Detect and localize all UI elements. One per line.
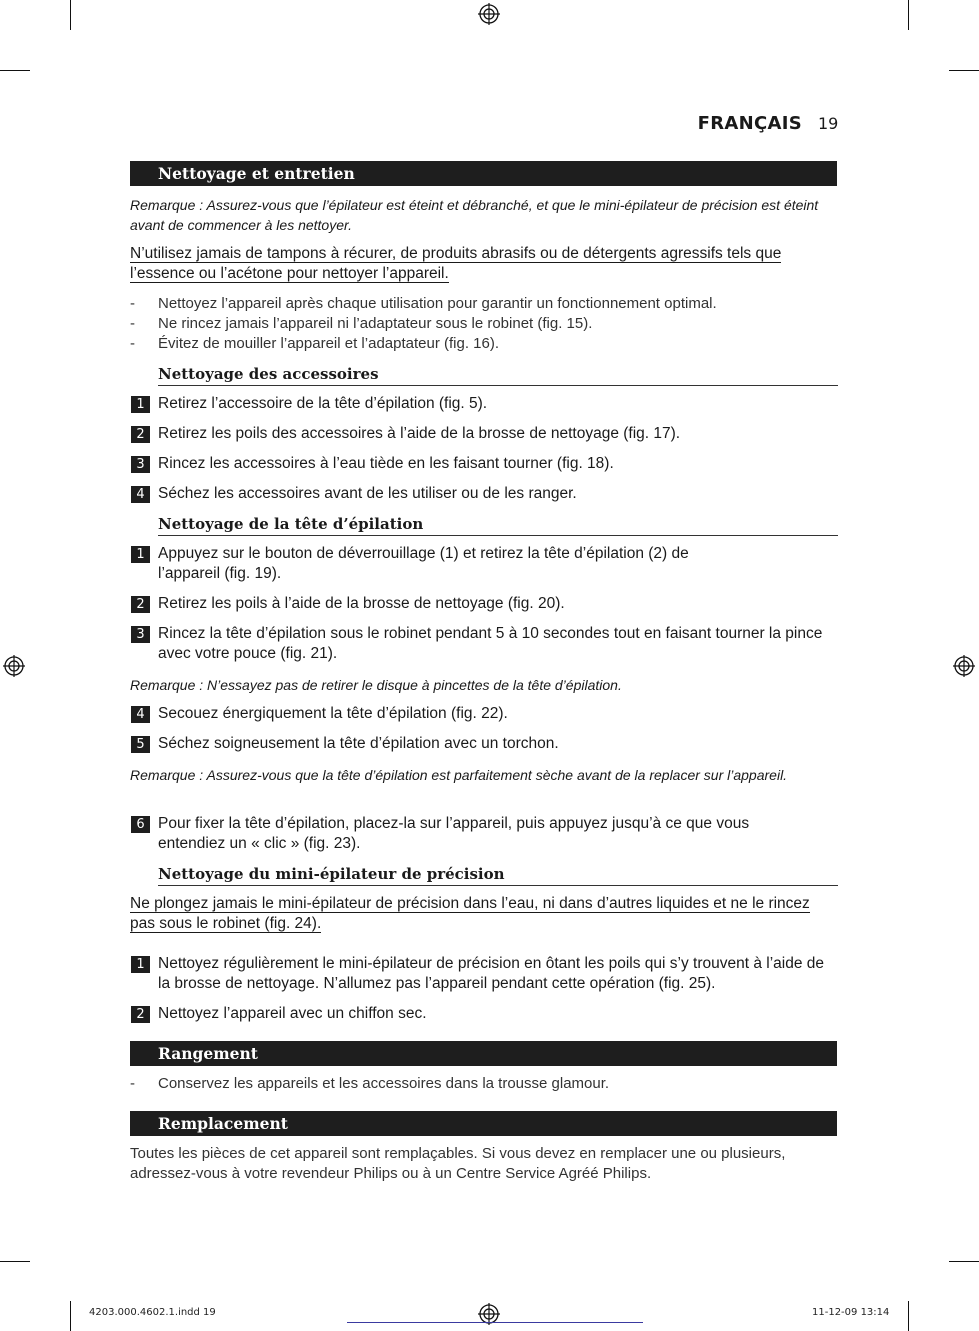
step-item: 3 Rincez la tête d’épilation sous le robinet pendant 5 à 10 secondes tout en faisant tourner la pince avec votre pouce (fig. 21).	[131, 624, 831, 664]
replacement-text: Toutes les pièces de cet appareil sont remplaçables. Si vous devez en remplacer une ou plusieurs, adressez-vous à votre revendeur Philips ou à un Centre Service Agréé Philips.	[130, 1145, 786, 1182]
cleaning-warning: N’utilisez jamais de tampons à récurer, de produits abrasifs ou de détergents agressifs tels que l’essence ou l’acétone pour nettoyer l’appareil.	[130, 245, 782, 282]
crop-mark	[908, 0, 909, 30]
list-item: - Évitez de mouiller l’appareil et l’adaptateur (fig. 16).	[130, 335, 500, 352]
head-note: Remarque : Assurez-vous que la tête d’épilation est parfaitement sèche avant de la replacer sur l’appareil.	[130, 767, 788, 783]
subsection-title-precision: Nettoyage du mini-épilateur de précision	[158, 863, 838, 886]
subsection-title-accessories: Nettoyage des accessoires	[158, 363, 838, 386]
step-item: 2 Nettoyez l’appareil avec un chiffon sec.	[131, 1004, 831, 1024]
list-item: - Nettoyez l’appareil après chaque utilisation pour garantir un fonctionnement optimal.	[130, 295, 717, 312]
step-item: 3 Rincez les accessoires à l’eau tiède en les faisant tourner (fig. 18).	[131, 454, 831, 474]
step-item: 1 Retirez l’accessoire de la tête d’épilation (fig. 5).	[131, 394, 831, 414]
list-item: - Conservez les appareils et les accessoires dans la trousse glamour.	[130, 1075, 610, 1092]
cleaning-note: Remarque : Assurez-vous que l’épilateur est éteint et débranché, et que le mini-épilateur de précision est éteint avant de commencer à les nettoyer.	[130, 197, 819, 233]
registration-mark-icon	[3, 655, 25, 677]
list-item: - Ne rincez jamais l’appareil ni l’adaptateur sous le robinet (fig. 15).	[130, 315, 593, 332]
section-title-storage: Rangement	[130, 1041, 837, 1066]
crop-mark	[70, 0, 71, 30]
step-item: 4 Secouez énergiquement la tête d’épilation (fig. 22).	[131, 704, 831, 724]
footer-date: 11-12-09 13:14	[812, 1307, 890, 1318]
step-item: 2 Retirez les poils des accessoires à l’aide de la brosse de nettoyage (fig. 17).	[131, 424, 831, 444]
step-item: 6 Pour fixer la tête d’épilation, placez-la sur l’appareil, puis appuyez jusqu’à ce que vous entendiez un « clic » (fig. 23).	[131, 814, 791, 854]
registration-mark-icon	[478, 3, 500, 25]
section-title-replacement: Remplacement	[130, 1111, 837, 1136]
crop-mark	[0, 70, 30, 71]
head-note: Remarque : N’essayez pas de retirer le disque à pincettes de la tête d’épilation.	[130, 677, 622, 693]
footer-file: 4203.000.4602.1.indd 19	[89, 1307, 216, 1318]
step-item: 2 Retirez les poils à l’aide de la brosse de nettoyage (fig. 20).	[131, 594, 831, 614]
step-item: 1 Appuyez sur le bouton de déverrouillage (1) et retirez la tête d’épilation (2) de l’appareil (fig. 19).	[131, 544, 741, 584]
step-item: 4 Séchez les accessoires avant de les utiliser ou de les ranger.	[131, 484, 831, 504]
footer-divider	[347, 1322, 643, 1323]
step-item: 5 Séchez soigneusement la tête d’épilation avec un torchon.	[131, 734, 831, 754]
precision-warning: Ne plongez jamais le mini-épilateur de précision dans l’eau, ni dans d’autres liquides et ne le rincez pas sous le robinet (fig. 24).	[130, 895, 810, 932]
crop-mark	[70, 1301, 71, 1331]
step-item: 1 Nettoyez régulièrement le mini-épilateur de précision en ôtant les poils qui s’y trouvent à l’aide de la brosse de nettoyage. N’allumez pas l’appareil pendant cette opération (fig. 25).	[131, 954, 831, 994]
crop-mark	[0, 1261, 30, 1262]
registration-mark-icon	[953, 655, 975, 677]
page-number: 19	[818, 114, 839, 133]
crop-mark	[949, 1261, 979, 1262]
page-language: FRANÇAIS	[697, 113, 802, 134]
section-title-cleaning: Nettoyage et entretien	[130, 161, 837, 186]
crop-mark	[908, 1301, 909, 1331]
subsection-title-head: Nettoyage de la tête d’épilation	[158, 513, 838, 536]
crop-mark	[949, 70, 979, 71]
